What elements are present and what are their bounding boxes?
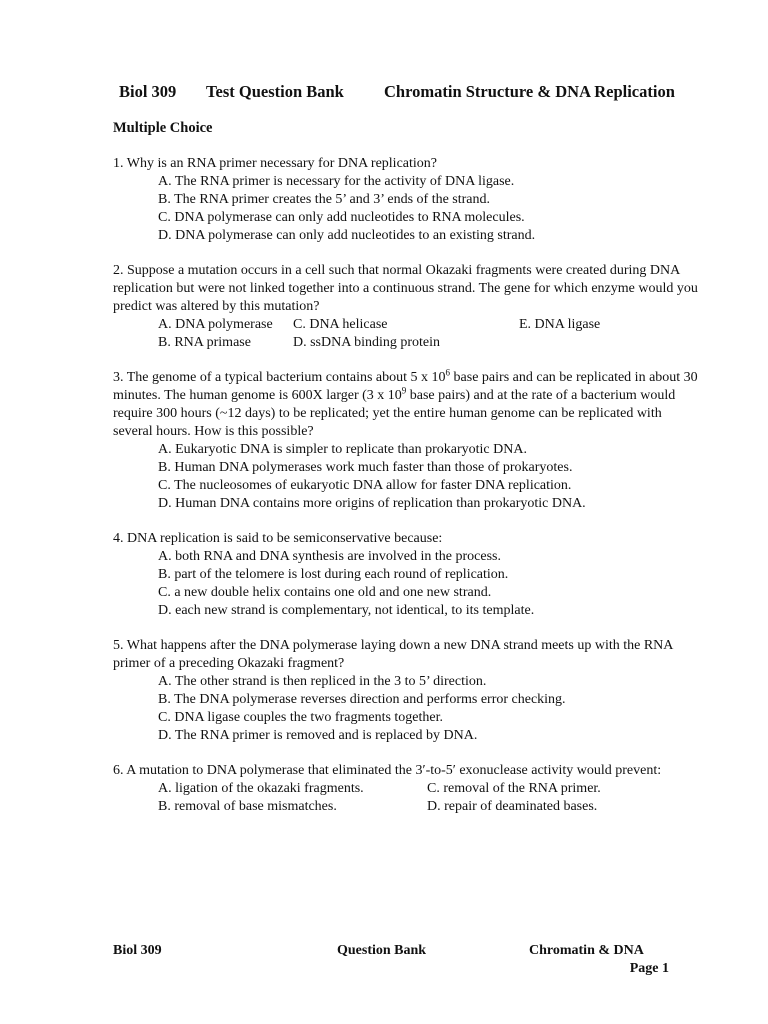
exponent: 9 bbox=[401, 385, 407, 396]
question-list bbox=[113, 155, 703, 833]
header-topic: Chromatin Structure & DNA Replication bbox=[384, 82, 675, 101]
header-course: Biol 309 bbox=[119, 82, 177, 101]
answer-grid bbox=[113, 780, 703, 816]
page-header bbox=[119, 82, 675, 102]
question-3 bbox=[113, 369, 703, 513]
answer-row bbox=[158, 780, 703, 798]
answer-option: D. ssDNA binding protein bbox=[293, 335, 440, 350]
answer-option: A. both RNA and DNA synthesis are involved in the process. bbox=[158, 549, 501, 564]
question-stem: 2. Suppose a mutation occurs in a cell such that normal Okazaki fragments were created during DNA replication but were not linked together into a continuous strand. The gene for which enzyme would you predict was altered by this mutation? bbox=[113, 263, 698, 314]
answer-option: A. Eukaryotic DNA is simpler to replicate than prokaryotic DNA. bbox=[158, 442, 527, 457]
stem-text: 3. The genome of a typical bacterium contains about 5 x 10 bbox=[113, 370, 446, 385]
answer-option: E. DNA ligase bbox=[519, 317, 601, 332]
question-4 bbox=[113, 530, 703, 620]
stem-text: base pairs) and at the rate of a bacterium would require 300 hours (~12 days) to be replicated; yet the entire human genome can be replicated with several hours. How is this possible? bbox=[113, 388, 676, 439]
answer-option: C. DNA ligase couples the two fragments together. bbox=[158, 710, 443, 725]
answer-option: B. removal of base mismatches. bbox=[158, 799, 337, 814]
exponent: 6 bbox=[445, 367, 451, 378]
question-stem: 5. What happens after the DNA polymerase laying down a new DNA strand meets up with the RNA primer of a preceding Okazaki fragment? bbox=[113, 638, 673, 671]
answer-option: B. part of the telomere is lost during each round of replication. bbox=[158, 567, 509, 582]
question-2 bbox=[113, 262, 703, 352]
footer-row bbox=[113, 942, 669, 960]
question-stem: 6. A mutation to DNA polymerase that eliminated the 3′-to-5′ exonuclease activity would prevent: bbox=[113, 763, 662, 778]
answer-option: C. removal of the RNA primer. bbox=[427, 781, 601, 796]
question-stem: 4. DNA replication is said to be semiconservative because: bbox=[113, 531, 443, 546]
answer-option: B. RNA primase bbox=[158, 335, 251, 350]
answer-option: D. repair of deaminated bases. bbox=[427, 799, 598, 814]
footer-bank: Question Bank bbox=[337, 943, 427, 958]
answer-option: A. The RNA primer is necessary for the activity of DNA ligase. bbox=[158, 174, 515, 189]
answer-option: D. each new strand is complementary, not identical, to its template. bbox=[158, 603, 535, 618]
answer-option: B. Human DNA polymerases work much faster than those of prokaryotes. bbox=[158, 460, 573, 475]
stem-text: base pairs and can be replicated in about 30 minutes. The human genome is 600X larger (3 x 10 bbox=[113, 370, 698, 403]
answer-row bbox=[158, 334, 703, 352]
footer-course: Biol 309 bbox=[113, 943, 162, 958]
answer-grid bbox=[113, 316, 703, 352]
answer-row bbox=[158, 316, 703, 334]
header-bank: Test Question Bank bbox=[206, 82, 344, 101]
answer-option: C. DNA polymerase can only add nucleotides to RNA molecules. bbox=[158, 210, 525, 225]
question-1 bbox=[113, 155, 703, 245]
answer-option: A. The other strand is then repliced in the 3 to 5’ direction. bbox=[158, 674, 487, 689]
answer-option: A. ligation of the okazaki fragments. bbox=[158, 781, 364, 796]
answer-option: C. The nucleosomes of eukaryotic DNA allow for faster DNA replication. bbox=[158, 478, 572, 493]
page-number: Page 1 bbox=[629, 961, 669, 976]
answer-option: B. The DNA polymerase reverses direction and performs error checking. bbox=[158, 692, 566, 707]
question-6 bbox=[113, 762, 703, 816]
answer-option: D. DNA polymerase can only add nucleotides to an existing strand. bbox=[158, 228, 536, 243]
section-title: Multiple Choice bbox=[113, 120, 213, 136]
question-stem: 1. Why is an RNA primer necessary for DNA replication? bbox=[113, 156, 437, 171]
page-footer bbox=[113, 942, 669, 976]
answer-option: C. a new double helix contains one old and one new strand. bbox=[158, 585, 492, 600]
answer-option: D. The RNA primer is removed and is replaced by DNA. bbox=[158, 728, 478, 743]
question-5 bbox=[113, 637, 703, 745]
answer-option: B. The RNA primer creates the 5’ and 3’ ends of the strand. bbox=[158, 192, 491, 207]
footer-topic: Chromatin & DNA bbox=[529, 943, 644, 958]
answer-row bbox=[158, 798, 703, 816]
question-stem bbox=[113, 369, 703, 441]
answer-option: C. DNA helicase bbox=[293, 317, 388, 332]
answer-option: D. Human DNA contains more origins of replication than prokaryotic DNA. bbox=[158, 496, 586, 511]
answer-option: A. DNA polymerase bbox=[158, 317, 273, 332]
